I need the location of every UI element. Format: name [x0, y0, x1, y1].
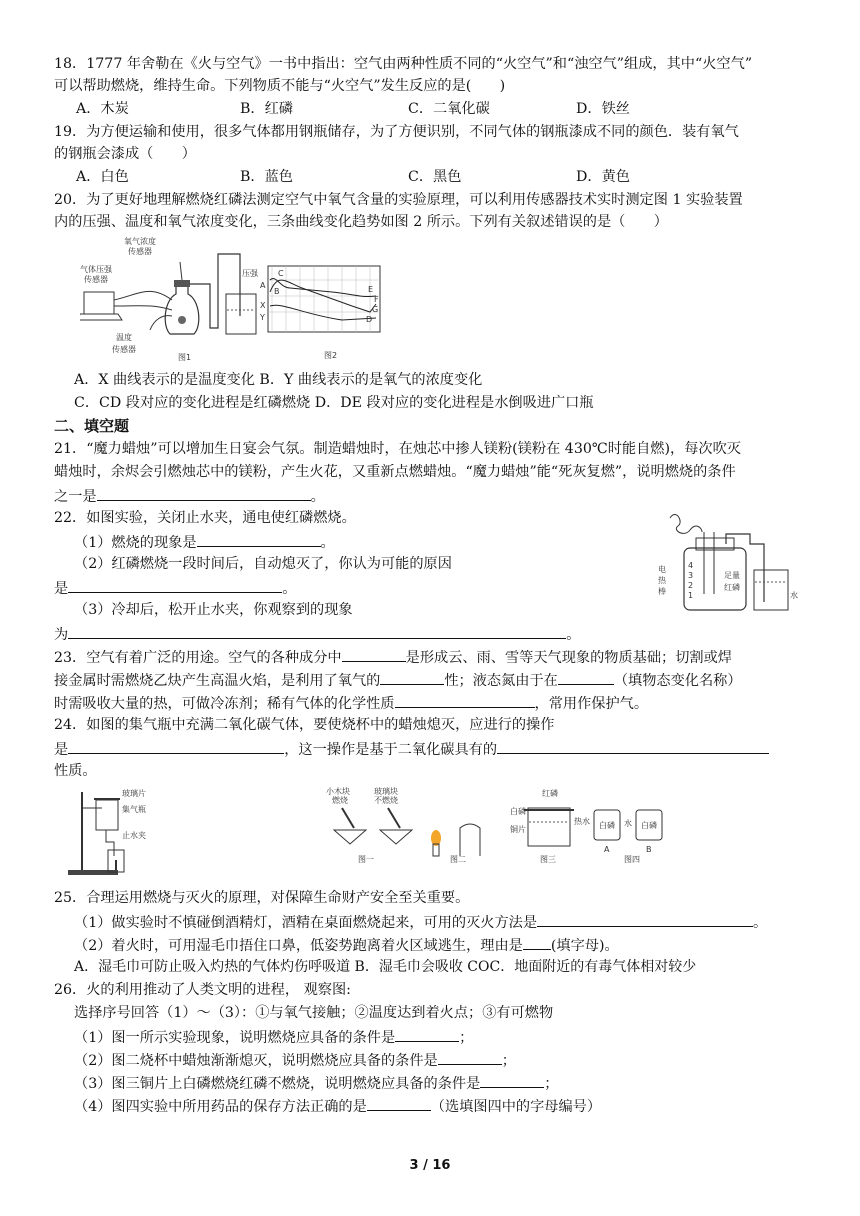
q23-text-b: 是形成云、雨、雪等天气现象的物质基础；切割或焊	[405, 650, 732, 666]
q25-part2	[74, 934, 619, 956]
q22-figure-apparatus	[656, 508, 806, 618]
q19-line1: 19．为方便运输和使用，很多气体都用钢瓶储存，为了方便识别，不同气体的钢瓶漆成不同的颜色．装有氧气	[54, 124, 739, 140]
red-phosphorus	[178, 316, 186, 324]
curve-y-label: Y	[260, 313, 265, 322]
q23-line1	[54, 646, 732, 668]
bottle-b-label: 白磷	[641, 821, 657, 830]
tube	[106, 830, 114, 856]
alcohol-lamp-2	[380, 830, 412, 844]
q21-line1: 21．“魔力蜡烛”可以增加生日宴会气氛。制造蜡烛时，在烛芯中掺人镁粉(镁粉在 430℃时能自燃)，每次吹灭	[54, 441, 741, 457]
o2-sensor-probe	[180, 262, 182, 280]
point-f-label: F	[374, 295, 379, 304]
q24-text-b: 是	[54, 742, 69, 758]
fig-four-caption: 图四	[624, 855, 640, 864]
label-water: 水	[624, 819, 632, 828]
fig1-caption: 图1	[178, 353, 192, 362]
q25-line1: 25．合理运用燃烧与灭火的原理，对保障生命财产安全至关重要。	[54, 890, 470, 906]
q26-part1	[74, 1026, 473, 1048]
q23-blank-1[interactable]	[342, 646, 406, 662]
q20-figure2-graph	[242, 262, 392, 362]
q26-part3-text: （3）图三铜片上白磷燃烧红磷不燃烧，说明燃烧应具备的条件是	[74, 1076, 481, 1092]
q22-part3-b	[54, 623, 580, 645]
o2-sensor-label2: 传感器	[128, 247, 152, 256]
beaker	[754, 570, 788, 610]
q26-part2-end: ；	[501, 1053, 516, 1069]
bottle-a-label: 白磷	[599, 821, 615, 830]
point-c-label: C	[278, 269, 284, 278]
q21-line3-end: 。	[310, 489, 325, 505]
section-heading-fill-in: 二、填空题	[54, 417, 130, 435]
fig-two-caption: 图二	[450, 855, 466, 864]
q23-blank-4[interactable]	[395, 692, 535, 708]
q25-part1-text: （1）做实验时不慎碰倒酒精灯，酒精在桌面燃烧起来，可用的灭火方法是	[74, 915, 538, 931]
q22-part2-b	[54, 577, 296, 599]
q23-blank-2[interactable]	[380, 669, 444, 685]
q25-part1-blank[interactable]	[537, 911, 753, 927]
label-electric: 电	[658, 565, 666, 574]
q25-part1	[74, 911, 767, 933]
q22-part3-b-text: 为	[54, 627, 69, 643]
q24-blank-2[interactable]	[497, 738, 769, 754]
q26-part2	[74, 1049, 516, 1071]
q23-blank-3[interactable]	[558, 669, 614, 685]
q23-text-d: 性；液态氮由于在	[444, 673, 558, 689]
q24-line3: 性质。	[54, 763, 97, 779]
q25-options: A．湿毛巾可防止吸入灼热的气体灼伤呼吸道 B．湿毛巾会吸收 COC．地面附近的有毒气体相对较少	[74, 959, 697, 975]
q25-part2-text: （2）着火时，可用湿毛巾捂住口鼻，低姿势跑离着火区域逃生，理由是	[74, 938, 523, 954]
temp-sensor-label: 温度	[116, 333, 132, 342]
sensor-cable-1	[114, 291, 172, 300]
q26-figures	[324, 786, 670, 866]
q22-part1-end: 。	[320, 535, 335, 551]
q18-option-b: B．红磷	[240, 101, 293, 117]
label-plenty: 足量	[724, 571, 740, 580]
q20-options-ab: A．X 曲线表示的是温度变化 B．Y 曲线表示的是氧气的浓度变化	[74, 372, 483, 388]
q19-line2: 的钢瓶会漆成（ ）	[54, 146, 196, 162]
q23-line3	[54, 692, 648, 714]
laptop-screen	[84, 292, 114, 314]
label-rod: 棒	[658, 587, 666, 596]
q20-options-cd: C．CD 段对应的变化进程是红磷燃烧 D．DE 段对应的变化进程是水倒吸进广口瓶	[74, 395, 594, 411]
q21-line3	[54, 485, 325, 507]
point-a-label: A	[260, 281, 266, 290]
label-red-phosphorus: 红磷	[724, 583, 740, 592]
glass-stick	[388, 808, 400, 828]
q26-part1-text: （1）图一所示实验现象，说明燃烧应具备的条件是	[74, 1030, 396, 1046]
label-white-p: 白磷	[510, 807, 526, 816]
fig-three-caption: 图三	[540, 855, 556, 864]
flask-stopper	[174, 280, 190, 287]
q18-option-a: A．木炭	[76, 101, 129, 117]
pressure-sensor-label: 气体压强	[80, 265, 112, 274]
laptop-base	[80, 314, 122, 320]
q22-part1-text: （1）燃烧的现象是	[74, 535, 197, 551]
o2-sensor-label: 氧气浓度	[124, 237, 156, 246]
q26-part3-end: ；	[544, 1076, 559, 1092]
q23-text-c: 接金属时需燃烧乙炔产生高温火焰，是利用了氧气的	[54, 673, 381, 689]
q23-text-g: ，常用作保护气。	[534, 696, 649, 712]
alcohol-lamp-1	[334, 830, 366, 844]
q22-part2-end: 。	[282, 581, 297, 597]
q18-line1: 18．1777 年舍勒在《火与空气》一书中指出：空气由两种性质不同的“火空气”和“浊空气”组成，其中“火空气”	[54, 56, 753, 72]
q24-figure-apparatus	[62, 786, 170, 878]
water-bath	[528, 808, 570, 846]
q22-part2: （2）红磷燃烧一段时间后，自动熄灭了，你认为可能的原因	[74, 556, 452, 572]
q23-text-e: （填物态变化名称）	[613, 673, 742, 689]
q26-part4-text: （4）图四实验中所用药品的保存方法正确的是	[74, 1099, 367, 1115]
q19-option-c: C．黑色	[408, 169, 462, 185]
label-clamp: 止水夹	[122, 831, 146, 840]
q24-line2	[54, 738, 769, 760]
sensor-cable-3	[150, 316, 172, 330]
q24-line1: 24．如图的集气瓶中充满二氧化碳气体，要使烧杯中的蜡烛熄灭，应进行的操作	[54, 717, 555, 733]
label-a: A	[604, 845, 610, 854]
q24-text-c: ，这一操作是基于二氧化碳具有的	[284, 742, 498, 758]
fig2-caption: 图2	[324, 351, 338, 360]
q23-line2	[54, 669, 742, 691]
mark-1: 1	[688, 591, 694, 600]
q24-blank-1[interactable]	[68, 738, 284, 754]
label-hot-water: 热水	[574, 817, 590, 826]
mark-2: 2	[688, 581, 694, 590]
label-burn: 燃烧	[332, 796, 348, 805]
q22-part1	[74, 531, 335, 553]
beaker-over-candle	[460, 824, 480, 856]
label-glass: 玻璃块	[374, 787, 398, 796]
q25-part2-end: (填字母)。	[550, 938, 619, 954]
q22-part2-b-text: 是	[54, 581, 69, 597]
gas-bottle	[96, 800, 118, 830]
mark-3: 3	[688, 571, 694, 580]
q26-part4-blank[interactable]	[367, 1095, 431, 1111]
q22-part3: （3）冷却后，松开止水夹，你观察到的现象	[74, 602, 353, 618]
q23-text-f: 时需吸收大量的热，可做冷冻剂；稀有气体的化学性质	[54, 696, 395, 712]
q26-part3-blank[interactable]	[480, 1072, 544, 1088]
q20-line2: 内的压强、温度和氧气浓度变化，三条曲线变化趋势如图 2 所示。下列有关叙述错误的是（ ）	[54, 214, 668, 230]
q18-option-c: C．二氧化碳	[408, 101, 490, 117]
point-d-label: D	[366, 315, 373, 324]
q22-part3-end: 。	[566, 627, 581, 643]
point-g-label: G	[372, 305, 379, 314]
q22-part3-blank[interactable]	[68, 623, 566, 639]
wood-stick	[342, 808, 354, 828]
q18-option-d: D．铁丝	[576, 101, 630, 117]
graph-grid	[268, 266, 380, 332]
fig-one-caption: 图一	[358, 855, 374, 864]
q21-line3-text: 之一是	[54, 489, 97, 505]
q26-part4-end: （选填图四中的字母编号）	[430, 1099, 602, 1115]
q22-part1-blank[interactable]	[197, 531, 321, 547]
q26-part2-blank[interactable]	[438, 1049, 502, 1065]
label-b: B	[646, 845, 652, 854]
q26-part1-blank[interactable]	[395, 1026, 459, 1042]
q21-answer-blank[interactable]	[97, 485, 311, 501]
point-e-label: E	[368, 285, 374, 294]
q26-part4	[74, 1095, 601, 1117]
pressure-axis-label: 压强	[242, 269, 258, 278]
graph-frame	[268, 266, 380, 332]
connecting-tube	[190, 254, 240, 328]
pressure-sensor-label2: 传感器	[84, 275, 108, 284]
q26-line1: 26．火的利用推动了人类文明的进程， 观察图:	[54, 982, 351, 998]
label-water: 水	[790, 591, 798, 600]
mark-4: 4	[688, 561, 694, 570]
q25-part1-end: 。	[753, 915, 768, 931]
q22-line1: 22．如图实验，关闭止水夹，通电使红磷燃烧。	[54, 510, 356, 526]
q26-part3	[74, 1072, 558, 1094]
label-noburn: 不燃烧	[374, 796, 398, 805]
q26-part1-end: ；	[459, 1030, 474, 1046]
electric-wire	[670, 514, 702, 533]
label-gas-bottle: 集气瓶	[122, 805, 146, 814]
label-copper: 铜片	[510, 825, 526, 834]
q22-part2-blank[interactable]	[68, 577, 282, 593]
q26-line2: 选择序号回答（1）～（3）：①与氧气接触；②温度达到着火点；③有可燃物	[74, 1005, 554, 1021]
q26-part2-text: （2）图二烧杯中蜡烛渐渐熄灭，说明燃烧应具备的条件是	[74, 1053, 438, 1069]
label-red-p: 红磷	[542, 789, 558, 798]
q19-option-b: B．蓝色	[240, 169, 293, 185]
label-heat: 热	[658, 576, 666, 585]
point-b-label: B	[274, 287, 280, 296]
q19-option-a: A．白色	[76, 169, 129, 185]
page-number: 3 / 16	[409, 1158, 451, 1173]
q20-line1: 20．为了更好地理解燃烧红磷法测定空气中氧气含量的实验原理，可以利用传感器技术实时测定图 1 实验装置	[54, 192, 743, 208]
sensor-cable-2	[114, 306, 172, 310]
q21-line2: 蜡烛时，余烬会引燃烛芯中的镁粉，产生火花，又重新点燃蜡烛。“魔力蜡烛”能“死灰复燃”，说明燃烧的条件	[54, 464, 736, 480]
q19-option-d: D．黄色	[576, 169, 630, 185]
curve-x-label: X	[260, 301, 266, 310]
temp-sensor-label2: 传感器	[112, 345, 136, 354]
q18-line2: 可以帮助燃烧，维持生命。下列物质不能与“火空气”发生反应的是( )	[54, 78, 506, 94]
label-glass-plate: 玻璃片	[122, 789, 146, 798]
label-wood: 小木块	[326, 787, 350, 796]
q25-part2-blank[interactable]	[523, 934, 551, 950]
q23-text-a: 23．空气有着广泛的用途。空气的各种成分中	[54, 650, 342, 666]
